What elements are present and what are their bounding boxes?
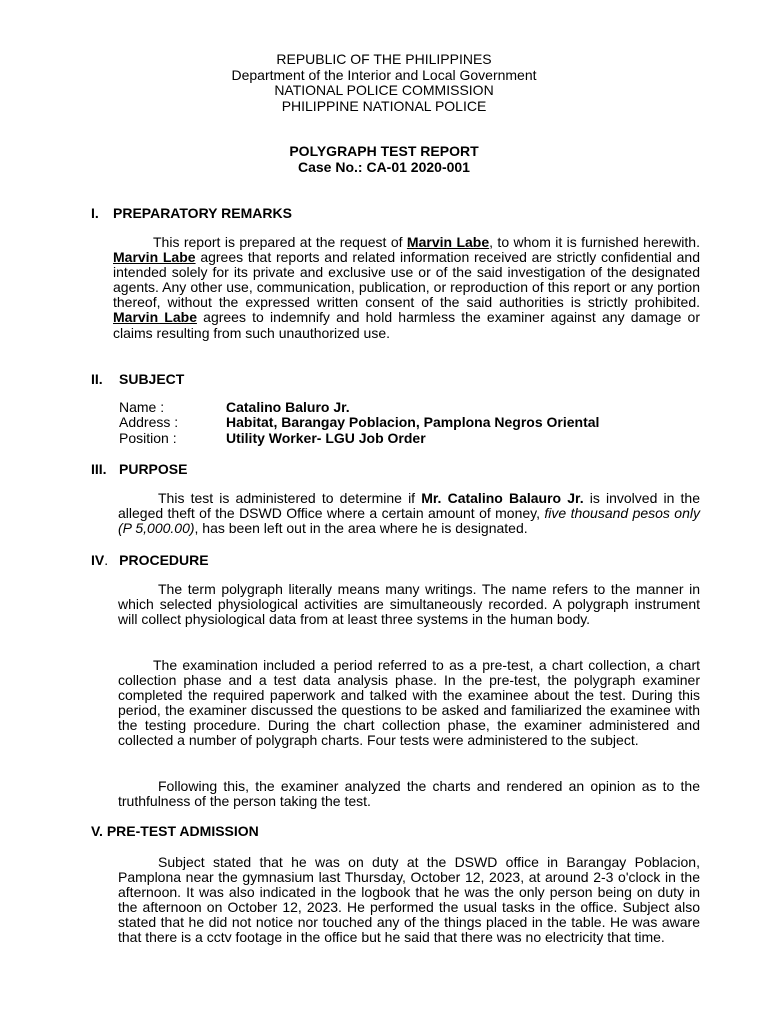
subject-details [119,400,599,446]
subject-name-value: Catalino Baluro Jr. [226,399,350,415]
purpose-text [118,491,700,536]
section-5-title: V. PRE-TEST ADMISSION [91,823,259,839]
purpose-text-1: This test is administered to determine if [158,490,422,506]
subject-name-row [119,400,599,415]
section-2-number: II. [91,371,103,387]
section-4-number: IV [91,552,105,568]
section-3-title: PURPOSE [119,461,188,477]
subject-position-label: Position : [119,429,177,446]
section-1-number: I. [91,205,99,221]
header-department: Department of the Interior and Local Government [231,66,537,83]
section-4-heading [91,552,209,568]
purpose-text-3: , has been left out in the area where he is designated. [194,520,528,537]
procedure-paragraph-3 [118,779,700,809]
subject-name-label: Name : [119,399,165,415]
subject-position-row [119,431,599,446]
requester-name-2: Marvin Labe [113,249,196,266]
subject-position-value: Utility Worker- LGU Job Order [226,429,426,446]
remarks-text-3: agrees that reports and related information received are strictly confidential and intended solely for its private and exclusive use or of the said investigation of the designated agents. Any other use, communication, publication, or reproduction of this report or any portion thereof, without the expressed written consent of the said authorities is strictly prohibited. [113,249,700,311]
section-4-dot: . [104,552,109,568]
report-title-block [0,143,768,175]
section-2-title: SUBJECT [119,371,185,387]
subject-address-row [119,415,599,430]
purpose-subject-name: Mr. Catalino Balauro Jr. [421,490,584,506]
requester-name-3: Marvin Labe [113,309,197,326]
purpose-amount: five thousand pesos only (P 5,000.00) [118,505,700,537]
document-header [0,52,768,114]
procedure-paragraph-2 [118,658,700,749]
preparatory-remarks-text [113,235,700,341]
remarks-text-1: This report is prepared at the request of [153,234,407,250]
section-3-number: III. [91,461,107,477]
procedure-text-1: The term polygraph literally means many writings. The name refers to the manner in which selected physiological activities are simultaneously recorded. A polygraph instrument will collect physiological data from at least three systems in the human body. [118,581,700,628]
procedure-text-3: Following this, the examiner analyzed the charts and rendered an opinion as to the truthfulness of the person taking the test. [118,778,700,810]
section-5-heading [91,823,259,839]
remarks-text-4: agrees to indemnify and hold harmless the examiner against any damage or claims resulting from such unauthorized use. [113,309,700,341]
header-police: PHILIPPINE NATIONAL POLICE [281,97,487,114]
remarks-text-2: , to whom it is furnished herewith. [489,234,700,250]
purpose-text-2: is involved in the alleged theft of the DSWD Office where a certain amount of money, [118,490,700,522]
header-commission: NATIONAL POLICE COMMISSION [274,82,494,98]
case-number: Case No.: CA-01 2020-001 [298,159,470,175]
section-2-heading [91,371,184,387]
header-republic: REPUBLIC OF THE PHILIPPINES [276,51,492,67]
admission-text-1: Subject stated that he was on duty at the DSWD office in Barangay Poblacion, Pamplona near the gymnasium last Thursday, October 12, 2023, at around 2-3 o'clock in the afternoon. It was also indicated in the logbook that he was the only person being on duty in the afternoon on October 12, 2023. He performed the usual tasks in the office. Subject also stated that he did not notice nor touched any of the things placed in the table. He was aware that there is a cctv footage in the office but he said that there was no electricity that time. [118,854,700,946]
procedure-text-2: The examination included a period referred to as a pre-test, a chart collection, a chart collection phase and a test data analysis phase. In the pre-test, the polygraph examiner completed the required paperwork and talked with the examinee about the test. During this period, the examiner discussed the questions to be asked and familiarized the examinee with the testing procedure. During the chart collection phase, the examiner administered and collected a number of polygraph charts. Four tests were administered to the subject. [118,657,700,749]
section-4-title: PROCEDURE [119,552,209,568]
report-title: POLYGRAPH TEST REPORT [289,143,479,159]
section-3-heading [91,461,187,477]
section-1-heading [91,205,292,221]
pre-test-admission-text [118,855,700,946]
subject-address-value: Habitat, Barangay Poblacion, Pamplona Negros Oriental [226,414,600,431]
subject-address-label: Address : [119,414,179,431]
requester-name-1: Marvin Labe [406,234,490,250]
procedure-paragraph-1 [118,582,700,627]
section-1-title: PREPARATORY REMARKS [113,205,292,221]
